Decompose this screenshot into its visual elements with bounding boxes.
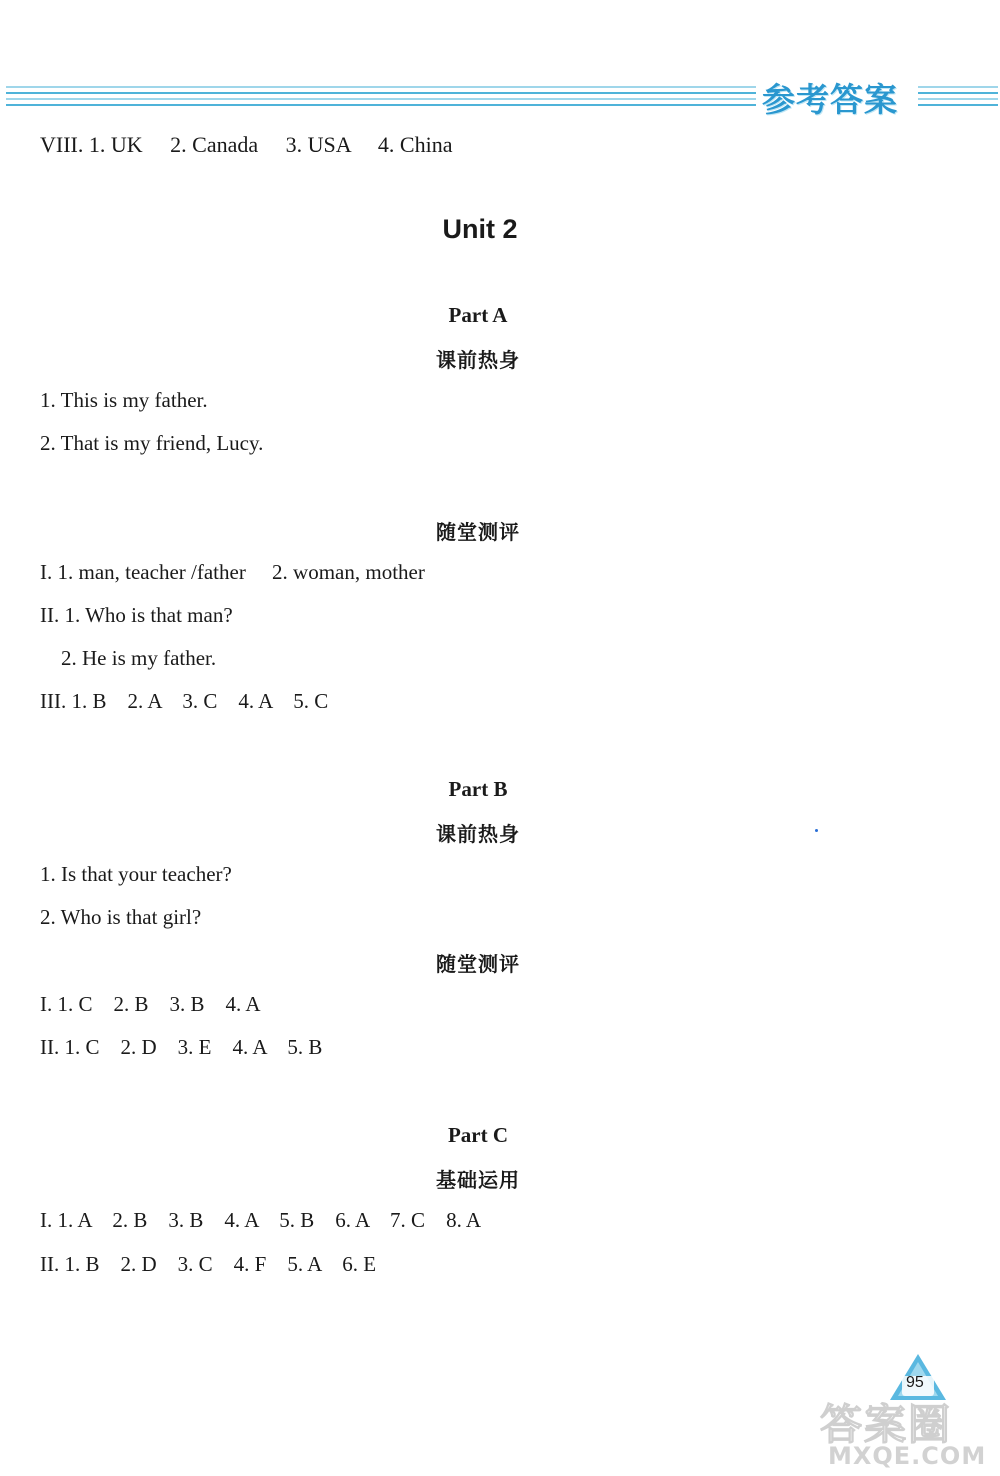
part-a-quiz-line-2: II. 1. Who is that man? <box>40 603 233 627</box>
watermark <box>820 1392 990 1472</box>
part-a-title: Part A <box>448 303 508 327</box>
part-a-quiz-line-3: 2. He is my father. <box>40 646 217 670</box>
header-stripes-right <box>918 86 998 112</box>
part-b-warmup-line-2: 2. Who is that girl? <box>40 905 202 929</box>
part-a-warmup-line-2: 2. That is my friend, Lucy. <box>40 431 264 455</box>
header-title: 参考答案 <box>762 80 898 119</box>
unit-title: Unit 2 <box>442 214 518 244</box>
part-c-title: Part C <box>447 1123 509 1147</box>
part-a-warmup-line-1: 1. This is my father. <box>40 388 208 412</box>
part-b-title: Part B <box>448 777 508 801</box>
part-b-quiz-title: 随堂测评 <box>436 952 520 976</box>
part-a-quiz-line-4: III. 1. B 2. A 3. C 4. A 5. C <box>40 689 329 713</box>
part-b-warmup-line-1: 1. Is that your teacher? <box>40 862 232 886</box>
part-b-quiz-line-1: I. 1. C 2. B 3. B 4. A <box>40 992 261 1016</box>
part-c-basic-line-1: I. 1. A 2. B 3. B 4. A 5. B 6. A 7. C 8. A <box>40 1208 482 1232</box>
part-a-warmup-title: 课前热身 <box>436 348 520 372</box>
print-dot <box>815 829 818 832</box>
intro-answer-line: VIII. 1. UK 2. Canada 3. USA 4. China <box>40 132 453 157</box>
watermark-bottom-text: MXQE.COM <box>828 1442 987 1470</box>
part-b-warmup-title: 课前热身 <box>436 822 520 846</box>
page-number: 95 <box>906 1374 924 1391</box>
watermark-top-text: 答案圈 <box>820 1400 953 1449</box>
part-a-quiz-title: 随堂测评 <box>436 520 520 544</box>
page-header <box>0 72 1000 122</box>
part-c-basic-line-2: II. 1. B 2. D 3. C 4. F 5. A 6. E <box>40 1252 377 1276</box>
part-c-basic-title: 基础运用 <box>436 1168 520 1192</box>
part-a-quiz-line-1: I. 1. man, teacher /father 2. woman, mother <box>40 560 425 584</box>
part-b-quiz-line-2: II. 1. C 2. D 3. E 4. A 5. B <box>40 1035 323 1059</box>
header-stripes-left <box>6 86 756 112</box>
